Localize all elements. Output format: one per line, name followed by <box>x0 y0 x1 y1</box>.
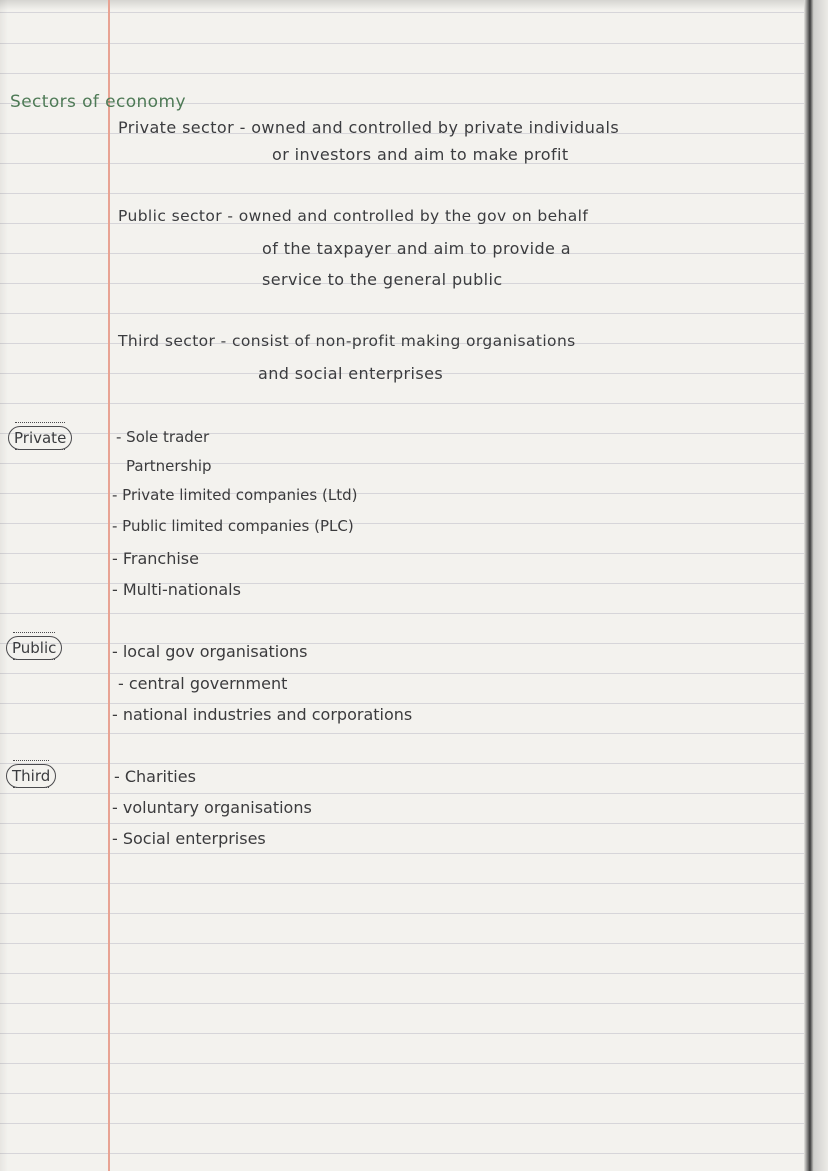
third-definition-line-2: and social enterprises <box>258 364 444 383</box>
public-cloud-label: Public <box>6 636 62 660</box>
notebook-binding-edge <box>804 0 828 1171</box>
public-definition-line-3: service to the general public <box>262 270 503 289</box>
private-item: - Private limited companies (Ltd) <box>112 486 358 504</box>
private-cloud-label: Private <box>8 426 72 450</box>
third-item: - voluntary organisations <box>112 798 312 817</box>
private-definition-line-2: or investors and aim to make profit <box>272 145 569 164</box>
third-item: - Charities <box>114 767 196 786</box>
public-definition-line-2: of the taxpayer and aim to provide a <box>262 239 571 258</box>
private-item: - Multi-nationals <box>112 580 241 599</box>
page-top-shadow <box>0 0 828 10</box>
public-item: - local gov organisations <box>112 642 308 661</box>
third-definition-line-1: Third sector - consist of non-profit making organisations <box>118 332 576 350</box>
third-cloud-label: Third <box>6 764 56 788</box>
page-title: Sectors of economy <box>10 92 186 112</box>
public-item: - central government <box>118 674 288 693</box>
public-item: - national industries and corporations <box>112 705 413 724</box>
private-item: - Franchise <box>112 549 199 568</box>
private-item: - Sole trader <box>116 428 210 446</box>
third-item: - Social enterprises <box>112 829 266 848</box>
private-definition-line-1: Private sector - owned and controlled by private individuals <box>118 118 620 137</box>
private-item: - Public limited companies (PLC) <box>112 517 354 535</box>
margin-line <box>108 0 110 1171</box>
private-item: Partnership <box>126 457 212 475</box>
public-definition-line-1: Public sector - owned and controlled by the gov on behalf <box>118 207 589 225</box>
